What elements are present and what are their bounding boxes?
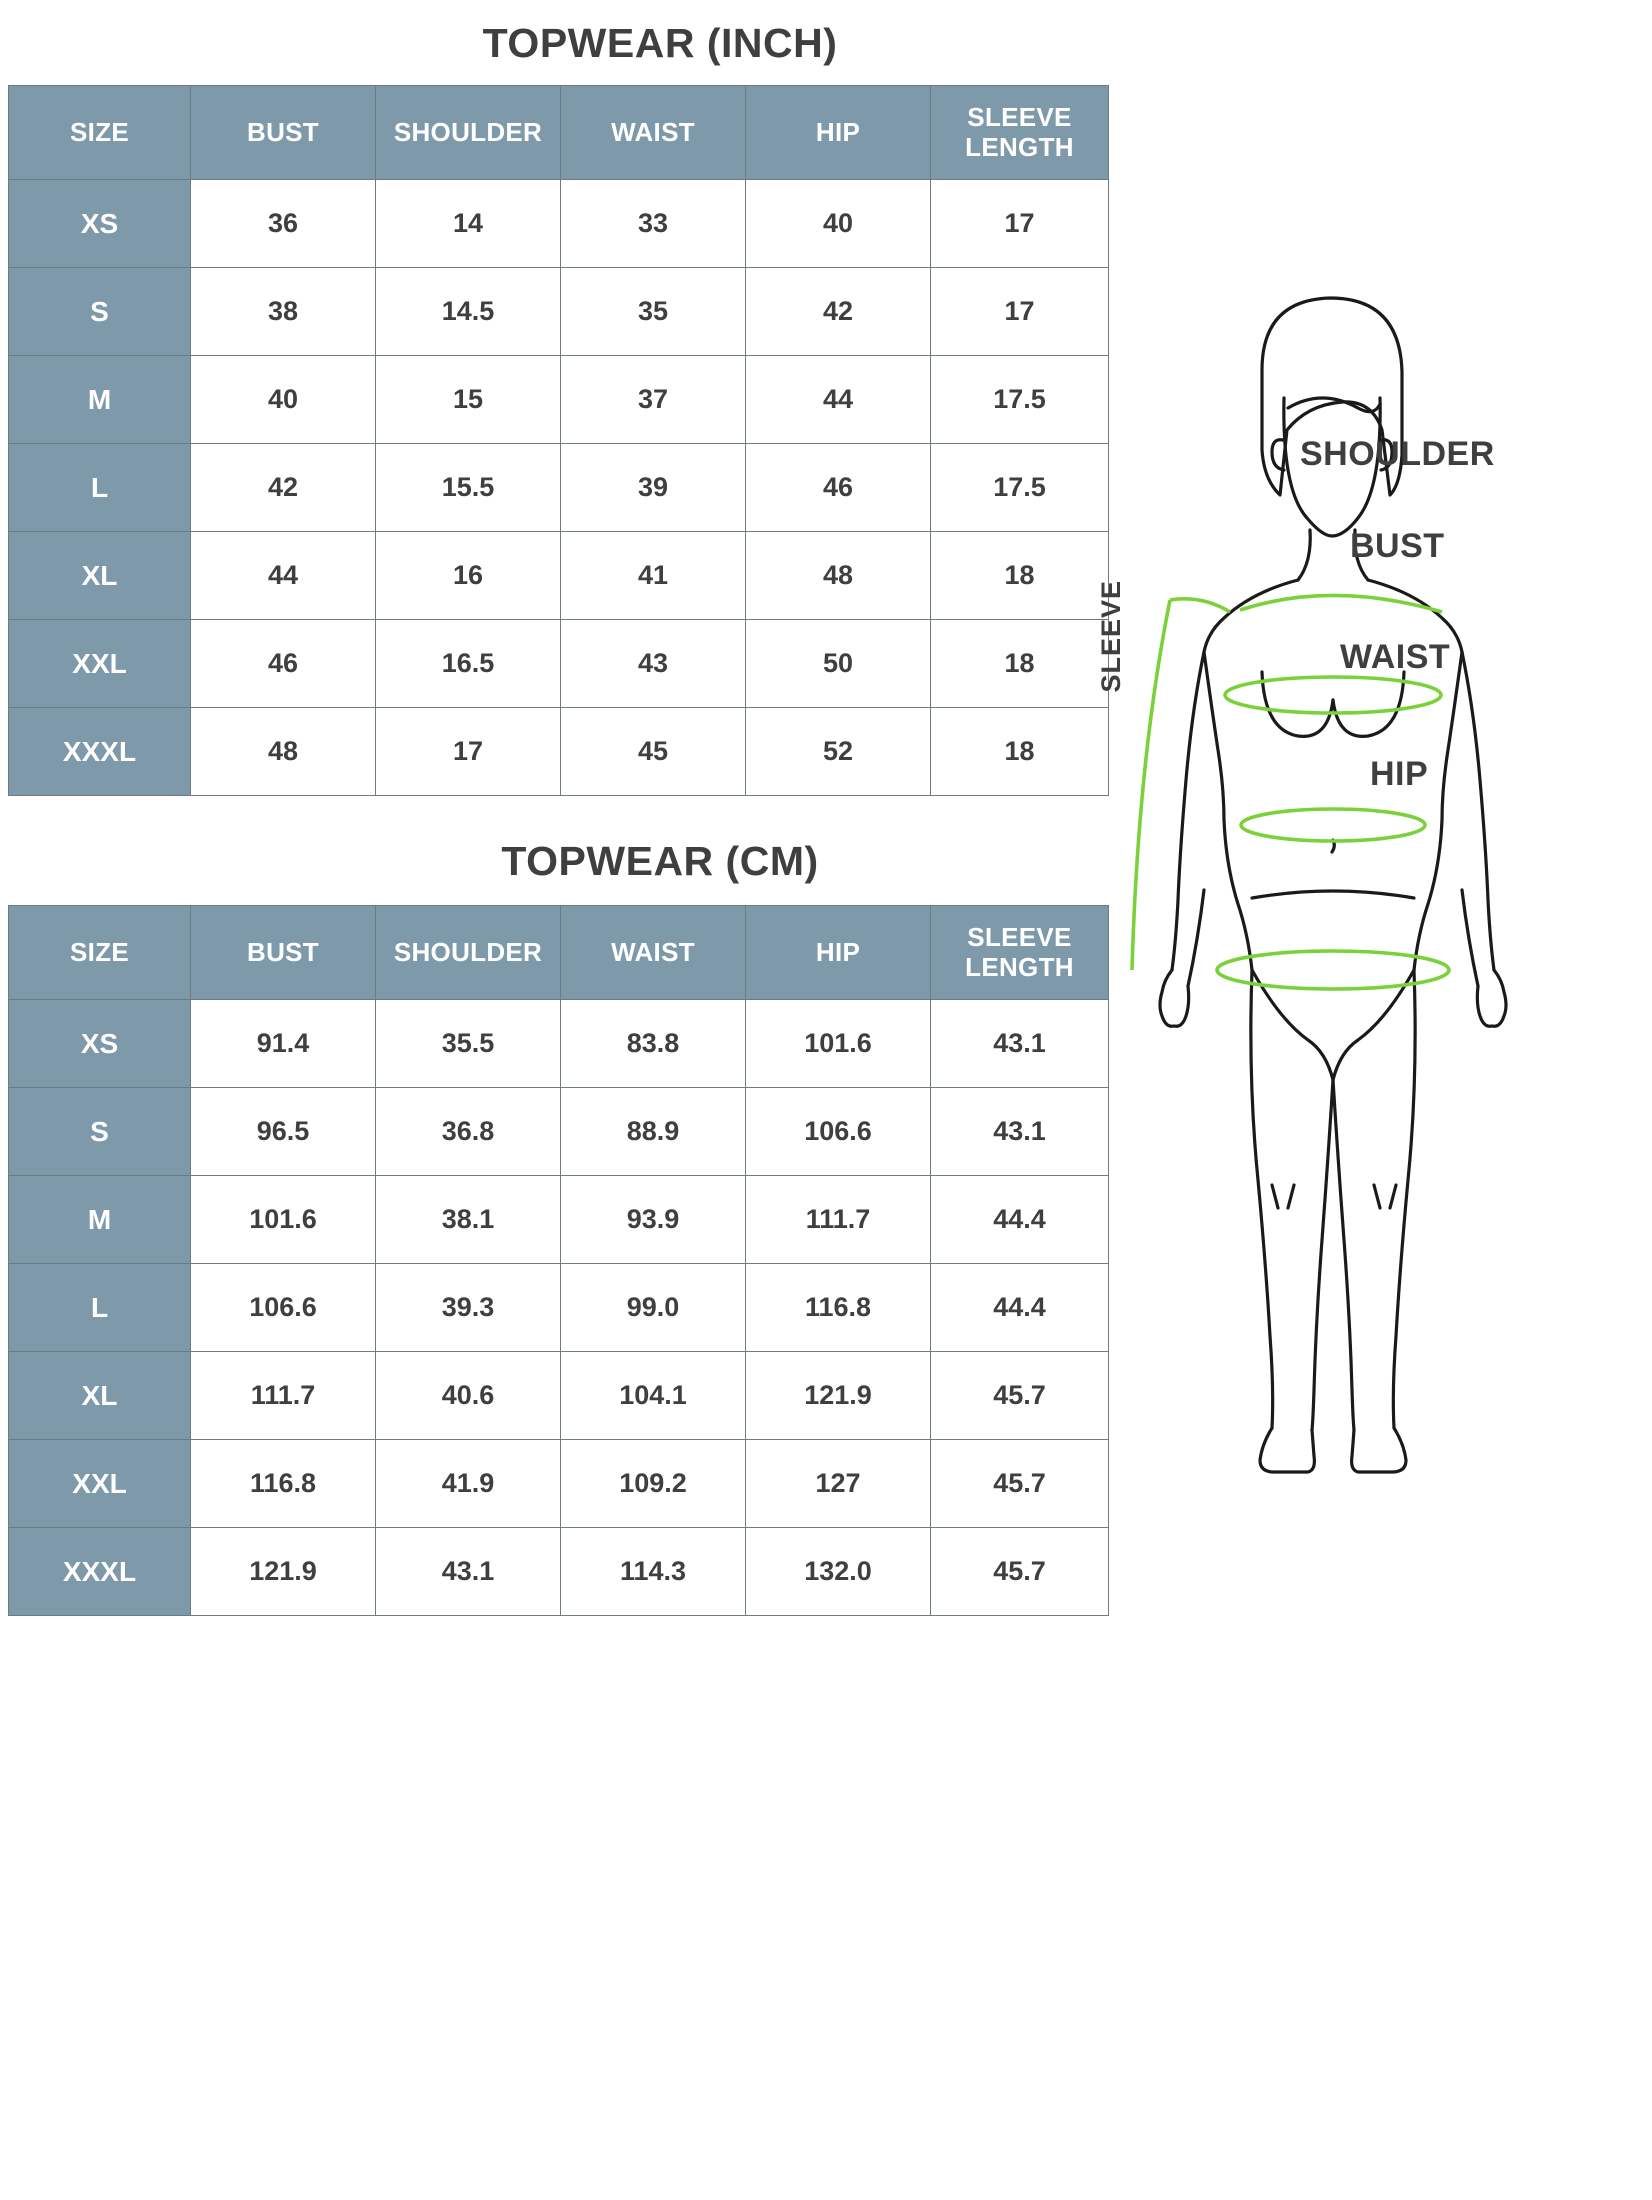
cell-bust: 106.6 [191,1264,376,1352]
cell-hip: 127 [746,1440,931,1528]
table-header-row [9,86,1109,180]
col-header-waist: WAIST [561,86,746,180]
cell-waist: 99.0 [561,1264,746,1352]
cell-hip: 50 [746,620,931,708]
figure-label-shoulder: SHOULDER [1300,435,1495,473]
cell-size: XS [9,180,191,268]
cell-shoulder: 35.5 [376,1000,561,1088]
cell-hip: 46 [746,444,931,532]
cell-hip: 42 [746,268,931,356]
table-row [9,180,1109,268]
cell-size: XXXL [9,1528,191,1616]
cell-hip: 44 [746,356,931,444]
cell-bust: 116.8 [191,1440,376,1528]
cell-shoulder: 17 [376,708,561,796]
col-header-shoulder: SHOULDER [376,86,561,180]
cell-bust: 40 [191,356,376,444]
cell-sleeve-length: 17 [931,268,1109,356]
cell-bust: 121.9 [191,1528,376,1616]
cell-size: XXL [9,620,191,708]
cell-hip: 106.6 [746,1088,931,1176]
figure-label-hip: HIP [1370,755,1429,793]
cell-shoulder: 15 [376,356,561,444]
cell-shoulder: 16 [376,532,561,620]
cell-bust: 46 [191,620,376,708]
cell-waist: 37 [561,356,746,444]
cell-waist: 114.3 [561,1528,746,1616]
cell-size: XXXL [9,708,191,796]
cell-sleeve-length: 17.5 [931,356,1109,444]
cell-size: L [9,1264,191,1352]
cell-shoulder: 41.9 [376,1440,561,1528]
table-row [9,1176,1109,1264]
col-header-size: SIZE [9,86,191,180]
cell-hip: 52 [746,708,931,796]
cell-bust: 101.6 [191,1176,376,1264]
cell-shoulder: 14.5 [376,268,561,356]
cell-size: XL [9,532,191,620]
cell-size: M [9,356,191,444]
cell-shoulder: 14 [376,180,561,268]
cell-size: S [9,1088,191,1176]
cell-bust: 36 [191,180,376,268]
cell-bust: 91.4 [191,1000,376,1088]
cell-waist: 88.9 [561,1088,746,1176]
cell-sleeve-length: 44.4 [931,1176,1109,1264]
table-row [9,356,1109,444]
cell-sleeve-length: 45.7 [931,1352,1109,1440]
cell-hip: 101.6 [746,1000,931,1088]
size-table-cm [8,905,1109,1616]
waist-measure-line [1241,809,1425,841]
table-row [9,1352,1109,1440]
col-header-sleeve-length: SLEEVE LENGTH [931,906,1109,1000]
cell-shoulder: 16.5 [376,620,561,708]
table-header-row [9,906,1109,1000]
figure-label-sleeve: SLEEVE [1096,580,1126,693]
col-header-bust: BUST [191,86,376,180]
page-title-cm: TOPWEAR (CM) [501,838,819,884]
col-header-shoulder: SHOULDER [376,906,561,1000]
col-header-hip: HIP [746,86,931,180]
cell-shoulder: 39.3 [376,1264,561,1352]
sleeve-measure-top [1170,599,1230,612]
cell-shoulder: 38.1 [376,1176,561,1264]
col-header-sleeve-length: SLEEVE LENGTH [931,86,1109,180]
table-row [9,1264,1109,1352]
table-row [9,620,1109,708]
cell-size: S [9,268,191,356]
cell-hip: 40 [746,180,931,268]
size-table-inch [8,85,1109,796]
cell-hip: 48 [746,532,931,620]
cell-waist: 35 [561,268,746,356]
cell-waist: 93.9 [561,1176,746,1264]
cell-sleeve-length: 44.4 [931,1264,1109,1352]
cell-size: M [9,1176,191,1264]
cell-sleeve-length: 43.1 [931,1000,1109,1088]
table-row [9,1440,1109,1528]
table-row [9,268,1109,356]
cell-waist: 45 [561,708,746,796]
cell-size: L [9,444,191,532]
tables-column [0,0,1110,1616]
measurement-figure [1096,280,1622,1970]
cell-size: XXL [9,1440,191,1528]
cell-sleeve-length: 45.7 [931,1528,1109,1616]
cell-sleeve-length: 17 [931,180,1109,268]
table-row [9,444,1109,532]
cell-shoulder: 36.8 [376,1088,561,1176]
col-header-waist: WAIST [561,906,746,1000]
cell-waist: 43 [561,620,746,708]
cell-sleeve-length: 45.7 [931,1440,1109,1528]
cell-sleeve-length: 43.1 [931,1088,1109,1176]
cell-hip: 121.9 [746,1352,931,1440]
figure-label-bust: BUST [1350,527,1445,565]
sleeve-measure-line [1132,600,1170,970]
cell-bust: 96.5 [191,1088,376,1176]
cell-size: XL [9,1352,191,1440]
cell-sleeve-length: 18 [931,532,1109,620]
cell-hip: 116.8 [746,1264,931,1352]
cell-bust: 44 [191,532,376,620]
col-header-bust: BUST [191,906,376,1000]
cell-waist: 33 [561,180,746,268]
cell-shoulder: 40.6 [376,1352,561,1440]
cell-waist: 41 [561,532,746,620]
cell-shoulder: 15.5 [376,444,561,532]
cell-waist: 104.1 [561,1352,746,1440]
cell-bust: 48 [191,708,376,796]
cell-hip: 111.7 [746,1176,931,1264]
table-row [9,1528,1109,1616]
cell-waist: 109.2 [561,1440,746,1528]
cell-size: XS [9,1000,191,1088]
cell-bust: 38 [191,268,376,356]
col-header-size: SIZE [9,906,191,1000]
cell-sleeve-length: 17.5 [931,444,1109,532]
cell-bust: 111.7 [191,1352,376,1440]
cell-bust: 42 [191,444,376,532]
table-row [9,1088,1109,1176]
cell-sleeve-length: 18 [931,708,1109,796]
table-row [9,1000,1109,1088]
figure-label-waist: WAIST [1340,638,1451,676]
cell-hip: 132.0 [746,1528,931,1616]
table-row [9,708,1109,796]
cell-sleeve-length: 18 [931,620,1109,708]
cell-waist: 39 [561,444,746,532]
page-title-inch: TOPWEAR (INCH) [482,20,838,66]
cell-shoulder: 43.1 [376,1528,561,1616]
cell-waist: 83.8 [561,1000,746,1088]
col-header-hip: HIP [746,906,931,1000]
table-row [9,532,1109,620]
